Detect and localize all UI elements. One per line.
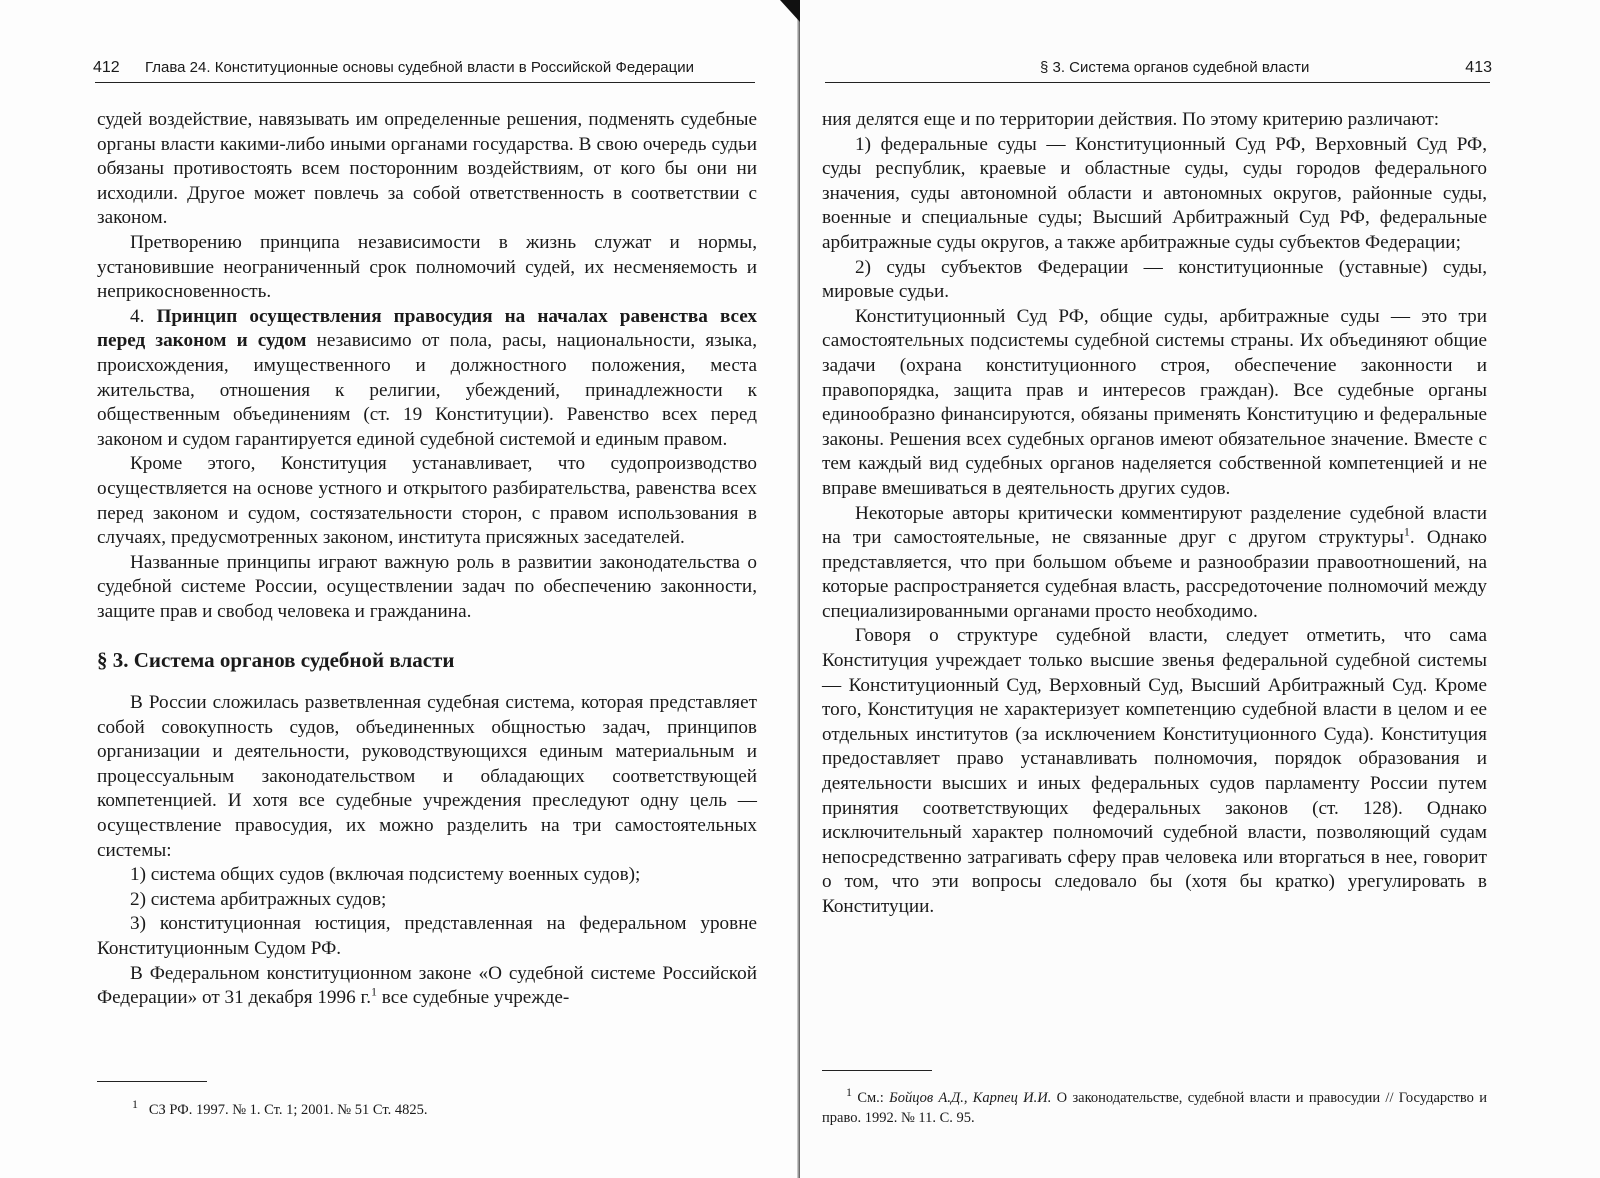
right-page-body: [822, 108, 1487, 920]
footnote-authors: Бойцов А.Д., Карпец И.И.: [889, 1090, 1052, 1106]
paragraph-text: Некоторые авторы критически комментируют разделение судебной власти на три самостоятельные, не связанные друг с другом структуры: [822, 502, 1487, 549]
paragraph: ния делятся еще и по территории действия. По этому критерию различают:: [822, 109, 1440, 130]
list-item: 1) федеральные суды — Конституционный Суд РФ, Верховный Суд РФ, суды республик, краевые и областные суды, суды городов федерального значения, суды автономной области и автономных округов, районные суды, военные и специальные суды; Высший Арбитражный Суд РФ, федеральные арбитражные суды округов, а также арбитражные суды субъектов Федерации;: [822, 133, 1487, 253]
paragraph-text: . Однако представляется, что при большом объеме и разнообразии правоотношений, на которые распространяется судебная власть, рассредоточение полномочий между специализированными органами просто необходимо.: [822, 527, 1488, 622]
paragraph-text: В Федеральном конституционном законе «О судебной системе Российской Федерации» от 31 декабря 1996 г.: [97, 962, 757, 1009]
paragraph: Говоря о структуре судебной власти, следует отметить, что сама Конституция учреждает только высшие звенья федеральной судебной системы — Конституционный Суд, Верховный Суд, Высший Арбитражный Суд. Кроме того, Конституция не характеризует компетенцию судебной власти в целом и ее отдельных институтов (за исключением Конституционного Суда). Конституция предоставляет право устанавливать полномочия, порядок образования и деятельности высших и иных федеральных судов парламенту России путем принятия соответствующих федеральных законов (ст. 128). Однако исключительный характер полномочий судебной власти, позволяющий судам непосредственно затрагивать сферу прав человека или вторгаться в нее, говорит о том, что эти вопросы следовало бы (хотя бы кратко) урегулировать в Конституции.: [822, 625, 1487, 917]
paragraph: Конституционный Суд РФ, общие суды, арбитражные суды — это три самостоятельных подсистемы судебной системы страны. Их объединяют общие задачи (охрана конституционного строя, обеспечение законности и правопорядка, защита прав и интересов граждан). Все судебные органы единообразно финансируются, обязаны применять Конституцию и федеральные законы. Решения всех судебных органов имеют обязательное значение. Вместе с тем каждый вид судебных органов наделяется собственной компетенцией и не вправе вмешиваться в деятельность других судов.: [822, 305, 1487, 499]
section-heading: § 3. Система органов судебной власти: [97, 648, 455, 673]
paragraph: Кроме этого, Конституция устанавливает, что судопроизводство осуществляется на основе устного и открытого разбирательства, равенства всех перед законом и судом, состязательности сторон, с правом использования в случаях, предусмотренных законом, института присяжных заседателей.: [97, 453, 757, 549]
paragraph-text: все судебные учрежде-: [377, 987, 570, 1009]
paragraph: судей воздействие, навязывать им определенные решения, подменять судебные органы власти какими-либо иными органами государства. В свою очередь судьи обязаны противостоять всем посторонним воздействиям, от кого бы они ни исходили. Другое может повлечь за собой ответственность в соответствии с законом.: [97, 109, 757, 229]
list-item: 2) система арбитражных судов;: [130, 888, 387, 910]
paragraph: Претворению принципа независимости в жизнь служат и нормы, установившие неограниченный срок полномочий судей, их несменяемость и неприкосновенность.: [97, 231, 757, 303]
footnote-rule: [97, 1081, 207, 1082]
footnote-mark: 1: [846, 1085, 852, 1100]
principle-number: 4.: [130, 305, 145, 327]
right-page-header: [825, 58, 1490, 83]
footnote-mark: 1: [132, 1097, 138, 1112]
principle-title: Принцип осуществления правосудия на началах равенства всех перед законом и судом: [97, 305, 758, 352]
footnote-reference[interactable]: 1: [1403, 524, 1410, 539]
left-page-body: [97, 108, 757, 1011]
paragraph: [97, 962, 757, 1011]
right-page: [800, 0, 1600, 1178]
running-head: § 3. Система органов судебной власти: [1040, 59, 1310, 76]
page-number: 413: [1465, 59, 1492, 76]
list-item: 1) система общих судов (включая подсистему военных судов);: [130, 864, 641, 886]
list-item: 3) конституционная юстиция, представленная на федеральном уровне Конституционным Судом РФ.: [97, 913, 757, 959]
footnote-reference[interactable]: 1: [371, 984, 377, 999]
paragraph: [822, 502, 1487, 625]
running-head: Глава 24. Конституционные основы судебной власти в Российской Федерации: [145, 59, 694, 76]
paragraph: В России сложилась разветвленная судебная система, которая представляет собой совокупность судов, объединенных общностью задач, принципов организации и деятельности, руководствующихся единым материальным и процессуальным законодательством и обладающих соответствующей компетенцией. И хотя все судебные учреждения преследуют одну цель — осуществление правосудия, их можно разделить на три самостоятельных системы:: [97, 692, 757, 861]
paragraph-text: независимо от пола, расы, национальности, языка, происхождения, имущественного и должностного положения, места жительства, отношения к религии, убеждений, принадлежности к общественным объединениям (ст. 19 Конституции). Равенство всех перед законом и судом гарантируется единой судебной системой и единым правом.: [97, 330, 757, 450]
left-page-header: [95, 58, 755, 83]
list-item: 2) суды субъектов Федерации — конституционные (уставные) суды, мировые судьи.: [822, 256, 1487, 303]
footnote-text: См.:: [857, 1090, 890, 1106]
footnote: [822, 1085, 1487, 1128]
paragraph: [97, 305, 757, 453]
paragraph: Названные принципы играют важную роль в развитии законодательства о судебной системе России, осуществлении задач по обеспечению законности, защите прав и свобод человека и гражданина.: [97, 551, 757, 622]
page-number: 412: [93, 59, 120, 76]
footnote-text: СЗ РФ. 1997. № 1. Ст. 1; 2001. № 51 Ст. 4825.: [148, 1102, 428, 1118]
footnote-rule: [822, 1070, 932, 1071]
footnote: [132, 1097, 752, 1120]
footnote-text: О законодательстве, судебной власти и правосудии // Государство и право. 1992. № 11. С. 95.: [822, 1090, 1487, 1126]
